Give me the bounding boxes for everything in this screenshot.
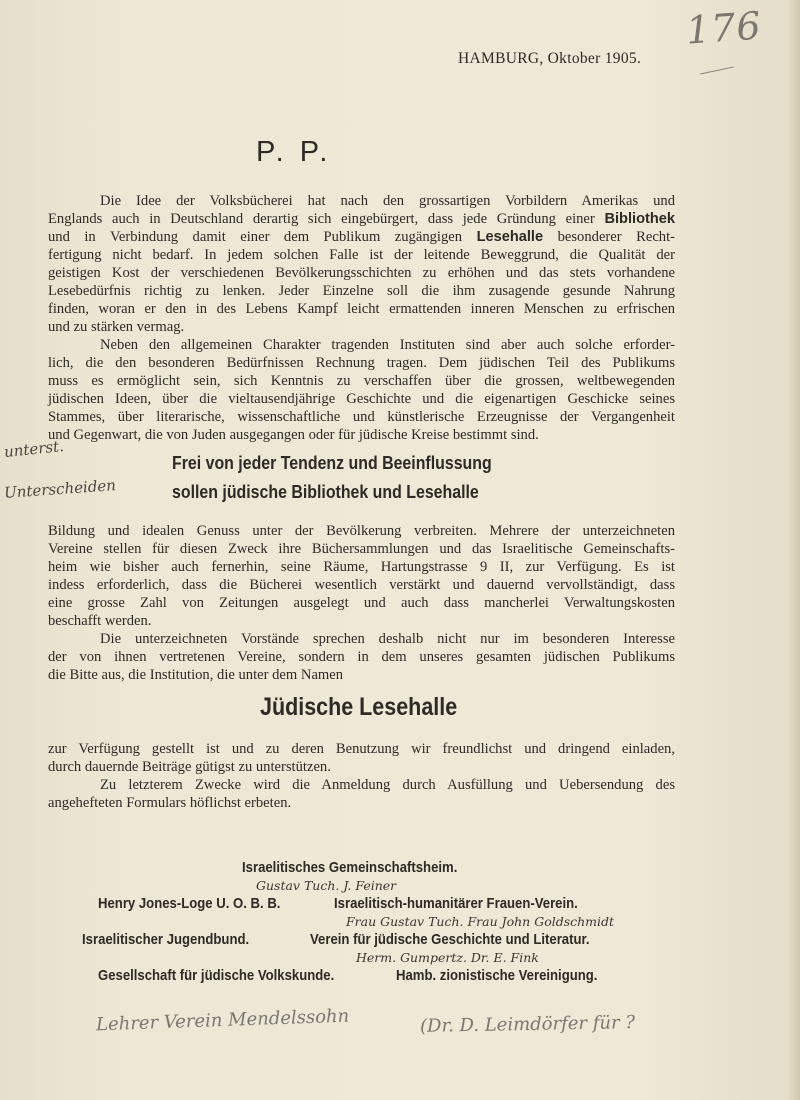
- page-edge-shadow: [788, 0, 800, 1100]
- text-line: der von ihnen vertretenen Vereine, sondern in dem unseres gesamten jüdischen Publikums: [48, 649, 675, 665]
- handwritten-signature: Frau Gustav Tuch. Frau John Goldschmidt: [346, 914, 615, 929]
- place-date: HAMBURG, Oktober 1905.: [458, 50, 642, 67]
- text-line: finden, woran er den in des Lebens Kampf leicht ermattenden inneren Menschen zu erfrischen: [48, 301, 675, 317]
- emphasis-bibliothek: Bibliothek: [604, 211, 675, 227]
- emphasis-lesehalle: Lesehalle: [476, 229, 544, 245]
- text-fragment: besonderer Recht-: [557, 229, 676, 245]
- pencil-note-left: Lehrer Verein Mendelssohn: [95, 1005, 350, 1036]
- text-line: Stammes, über literarische, wissenschaftliche und künstlerische Erzeugnisse der Vergangenheit: [48, 409, 675, 425]
- pencil-note-right: (Dr. D. Leimdörfer für ?: [419, 1012, 636, 1037]
- text-line: eine grosse Zahl von Zeitungen ausgelegt und auch dass mancherlei Verwaltungskosten: [48, 595, 675, 611]
- text-fragment: und in Verbindung damit einer dem Publikum zugängigen: [48, 229, 463, 245]
- text-line: lich, die den besonderen Bedürfnissen Rechnung tragen. Dem jüdischen Teil des Publikums: [48, 355, 675, 371]
- text-line: Neben den allgemeinen Charakter tragenden Instituten sind aber auch solche erforder-: [100, 337, 675, 353]
- text-line: die Bitte aus, die Institution, die unter dem Namen: [48, 667, 344, 683]
- text-line: zur Verfügung gestellt ist und zu deren Benutzung wir freundlichst und dringend einladen,: [48, 741, 675, 757]
- margin-note-2: Unterscheiden: [3, 476, 117, 502]
- text-line: Die Idee der Volksbücherei hat nach den grossartigen Vorbildern Amerikas und: [100, 193, 675, 209]
- institution-title: Jüdische Lesehalle: [260, 693, 458, 721]
- signatory-org: Hamb. zionistische Vereinigung.: [396, 968, 598, 984]
- text-line: und Gegenwart, die von Juden ausgegangen oder für jüdische Kreise bestimmt sind.: [48, 427, 539, 443]
- text-line: Bildung und idealen Genuss unter der Bevölkerung verbreiten. Mehrere der unterzeichneten: [48, 523, 675, 539]
- signatory-org: Israelitischer Jugendbund.: [82, 932, 250, 948]
- text-line: und zu stärken vermag.: [48, 319, 185, 335]
- text-line: fertigung nicht bedarf. In jedem solchen Falle ist der leitende Beweggrund, die Qualität der: [48, 247, 675, 263]
- headline-line-2: sollen jüdische Bibliothek und Lesehalle: [172, 481, 479, 502]
- signatory-org: Israelitisches Gemeinschaftsheim.: [242, 860, 458, 876]
- text-line: [48, 228, 675, 246]
- text-line: [48, 210, 675, 228]
- signatory-org: Israelitisch-humanitärer Frauen-Verein.: [334, 896, 578, 912]
- signatory-org: Verein für jüdische Geschichte und Literatur.: [310, 932, 590, 948]
- handwritten-signature: Herm. Gumpertz. Dr. E. Fink: [356, 950, 539, 965]
- text-line: angehefteten Formulars höflichst erbeten.: [48, 795, 292, 811]
- text-line: muss es ermöglicht sein, sich Kenntnis zu verschaffen über die grossen, weltbewegenden: [48, 373, 675, 389]
- text-fragment: Englands auch in Deutschland derartig sich eingebürgert, dass jede Gründung einer: [48, 211, 595, 227]
- signatory-org: Henry Jones-Loge U. O. B. B.: [98, 896, 281, 912]
- text-line: jüdischen Ideen, über die vieltausendjährige Geschichte und die eigenartigen Geschicke seines: [48, 391, 675, 407]
- text-line: Zu letzterem Zwecke wird die Anmeldung durch Ausfüllung und Uebersendung des: [100, 777, 675, 793]
- salutation: P. P.: [256, 136, 332, 168]
- margin-note-1: unterst.: [3, 436, 65, 462]
- handwritten-signature: Gustav Tuch. J. Feiner: [256, 878, 397, 893]
- text-line: durch dauernde Beiträge gütigst zu unterstützen.: [48, 759, 331, 775]
- text-line: beschafft werden.: [48, 613, 152, 629]
- text-line: Vereine stellen für diesen Zweck ihre Büchersammlungen und das Israelitische Gemeinschafts-: [48, 541, 675, 557]
- signatory-org: Gesellschaft für jüdische Volkskunde.: [98, 968, 335, 984]
- text-line: heim wie bisher auch fernerhin, seine Räume, Hartungstrasse 9 II, zur Verfügung. Es ist: [48, 559, 675, 575]
- text-line: Die unterzeichneten Vorstände sprechen deshalb nicht nur im besonderen Interesse: [100, 631, 675, 647]
- headline-line-1: Frei von jeder Tendenz und Beeinflussung: [172, 452, 492, 473]
- folio-number: 176: [684, 3, 763, 53]
- text-line: geistigen Kost der verschiedenen Bevölkerungsschichten zu erhöhen und das stets vorhandene: [48, 265, 675, 281]
- text-line: indess erforderlich, dass die Bücherei wesentlich verstärkt und dauernd vervollständigt, dass: [48, 577, 675, 593]
- text-line: Lesebedürfnis richtig zu lenken. Jeder Einzelne soll die ihm zusagende gesunde Nahrung: [48, 283, 675, 299]
